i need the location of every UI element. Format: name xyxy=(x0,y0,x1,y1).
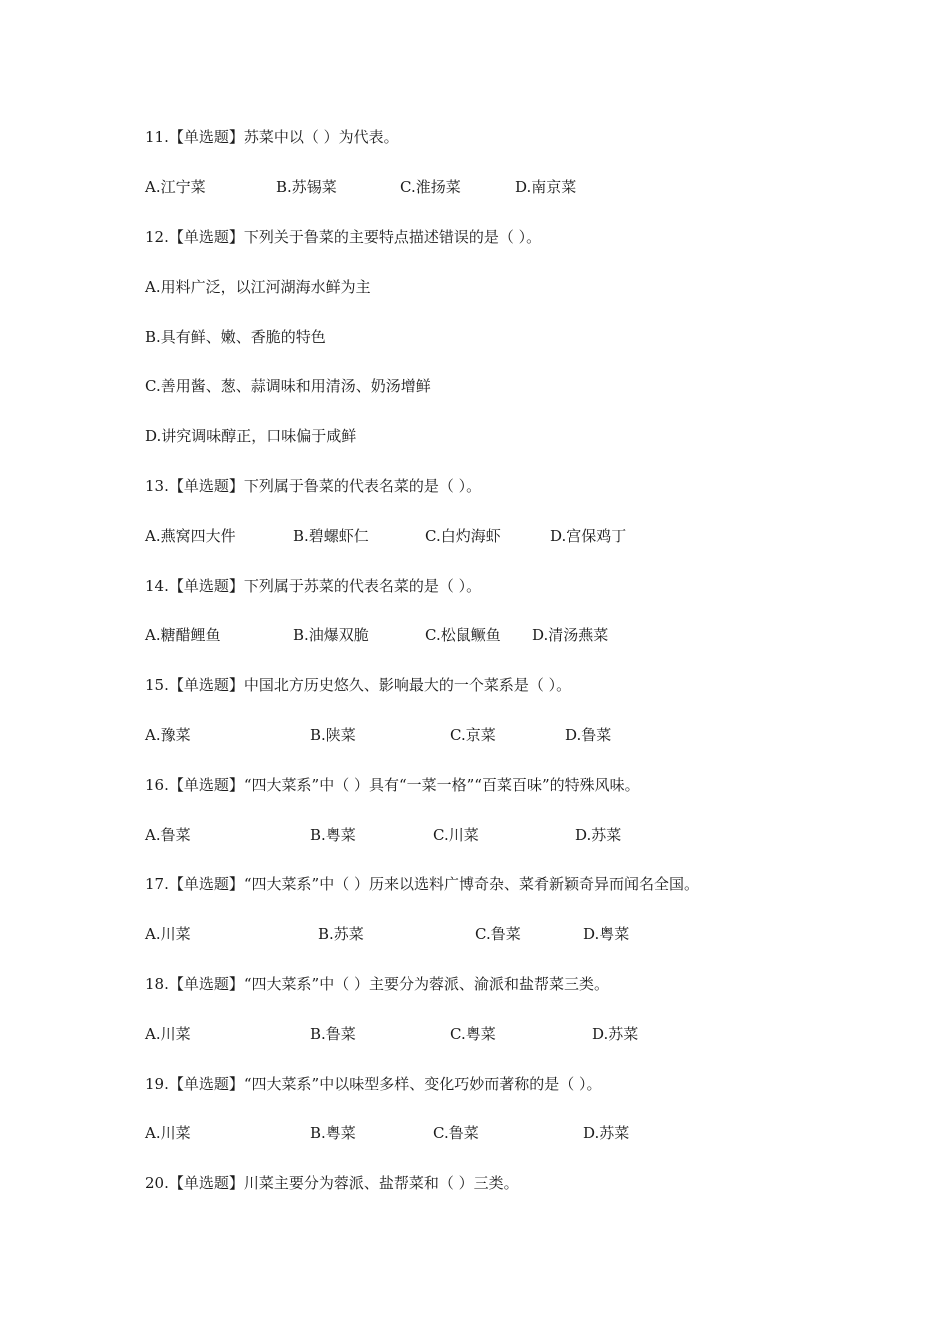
question-14-stem: 14.【单选题】下列属于苏菜的代表名菜的是（ ）。 xyxy=(145,577,482,595)
option-c: C.鲁菜 xyxy=(433,1124,479,1142)
question-17-stem: 17.【单选题】“四大菜系”中（ ）历来以选料广博奇杂、菜肴新颖奇异而闻名全国。 xyxy=(145,875,699,893)
option-c: C.松鼠鳜鱼 xyxy=(425,626,501,644)
option-d: D.清汤燕菜 xyxy=(532,626,609,644)
option-c: C.粤菜 xyxy=(450,1025,496,1043)
option-c: C.川菜 xyxy=(433,826,479,844)
option-b: B.苏锡菜 xyxy=(276,178,337,196)
question-20-stem: 20.【单选题】川菜主要分为蓉派、盐帮菜和（ ）三类。 xyxy=(145,1174,519,1192)
question-12-stem: 12.【单选题】下列关于鲁菜的主要特点描述错误的是（ ）。 xyxy=(145,228,542,246)
option-d: D.苏菜 xyxy=(583,1124,630,1142)
option-a: A.川菜 xyxy=(145,1124,191,1142)
option-b: B.碧螺虾仁 xyxy=(293,527,369,545)
option-b: B.粤菜 xyxy=(310,1124,356,1142)
option-a: A.川菜 xyxy=(145,925,191,943)
option-a: A.燕窝四大件 xyxy=(145,527,236,545)
option-a: A.川菜 xyxy=(145,1025,191,1043)
question-19-stem: 19.【单选题】“四大菜系”中以味型多样、变化巧妙而著称的是（ ）。 xyxy=(145,1075,602,1093)
option-c: C.白灼海虾 xyxy=(425,527,501,545)
option-d: D.南京菜 xyxy=(515,178,577,196)
question-15-stem: 15.【单选题】中国北方历史悠久、影响最大的一个菜系是（ ）。 xyxy=(145,676,572,694)
option-a: A.江宁菜 xyxy=(145,178,206,196)
question-16-stem: 16.【单选题】“四大菜系”中（ ）具有“一菜一格”“百菜百味”的特殊风味。 xyxy=(145,776,640,794)
question-11-stem: 11.【单选题】苏菜中以（ ）为代表。 xyxy=(145,128,399,146)
option-a: A.鲁菜 xyxy=(145,826,191,844)
question-13-stem: 13.【单选题】下列属于鲁菜的代表名菜的是（ ）。 xyxy=(145,477,482,495)
option-d: D.粤菜 xyxy=(583,925,630,943)
question-12-option-a: A.用料广泛，以江河湖海水鲜为主 xyxy=(145,278,371,296)
option-c: C.淮扬菜 xyxy=(400,178,461,196)
option-d: D.鲁菜 xyxy=(565,726,612,744)
option-b: B.油爆双脆 xyxy=(293,626,369,644)
option-b: B.苏菜 xyxy=(318,925,364,943)
option-b: B.陕菜 xyxy=(310,726,356,744)
question-12-option-c: C.善用酱、葱、蒜调味和用清汤、奶汤增鲜 xyxy=(145,377,431,395)
option-d: D.宫保鸡丁 xyxy=(550,527,627,545)
option-b: B.粤菜 xyxy=(310,826,356,844)
question-12-option-b: B.具有鲜、嫩、香脆的特色 xyxy=(145,328,326,346)
question-18-stem: 18.【单选题】“四大菜系”中（ ）主要分为蓉派、渝派和盐帮菜三类。 xyxy=(145,975,609,993)
option-d: D.苏菜 xyxy=(575,826,622,844)
option-a: A.糖醋鲤鱼 xyxy=(145,626,221,644)
option-b: B.鲁菜 xyxy=(310,1025,356,1043)
option-c: C.鲁菜 xyxy=(475,925,521,943)
option-c: C.京菜 xyxy=(450,726,496,744)
option-a: A.豫菜 xyxy=(145,726,191,744)
question-12-option-d: D.讲究调味醇正，口味偏于咸鲜 xyxy=(145,427,357,445)
option-d: D.苏菜 xyxy=(592,1025,639,1043)
